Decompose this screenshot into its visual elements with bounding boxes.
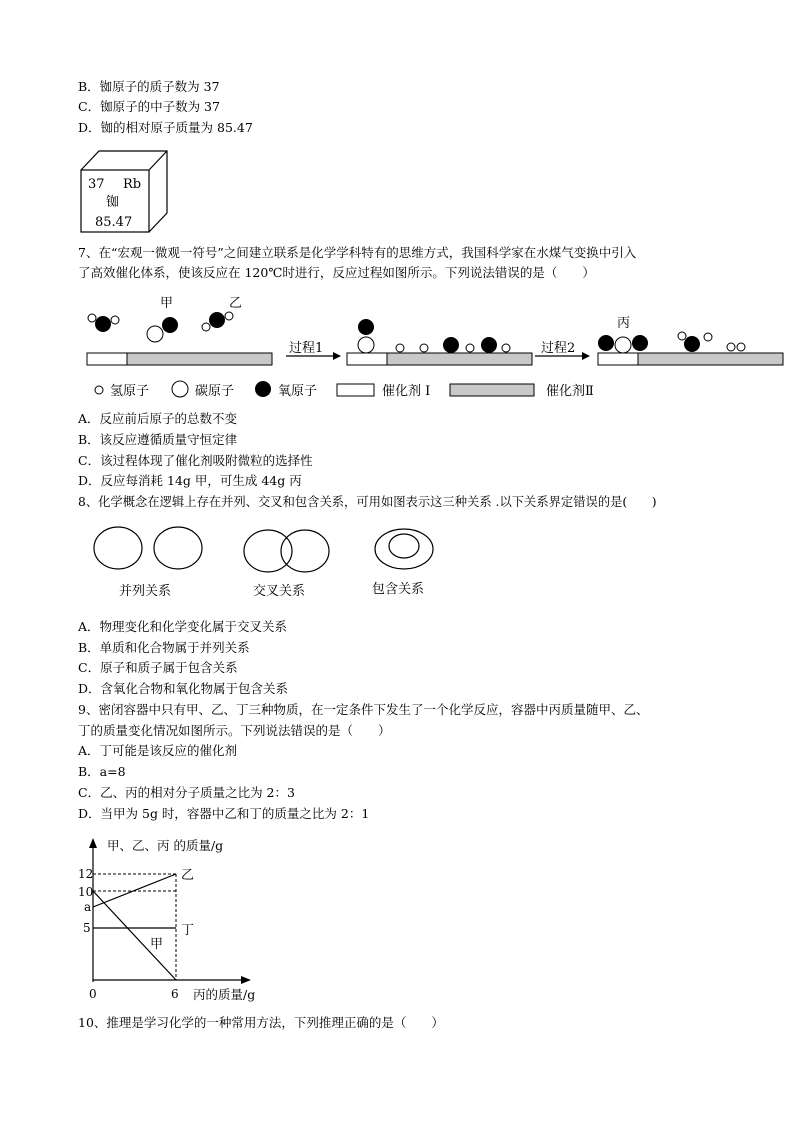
cube-symbol: Rb: [123, 177, 142, 192]
x-tick-6: 6: [171, 987, 179, 1001]
co-molecule: [147, 317, 178, 342]
process1-label: 过程1: [289, 341, 324, 356]
q9-mass-graph: [78, 838, 255, 1002]
q9-option-a: A．丁可能是该反应的催化剂: [78, 743, 238, 758]
q6-option-d: D．铷的相对原子质量为 85.47: [78, 120, 253, 135]
label-jia: 甲: [160, 296, 174, 311]
y-tick-10: 10: [78, 885, 94, 899]
q7-option-c: C．该过程体现了催化剂吸附微粒的选择性: [78, 453, 313, 468]
water-molecule-1: [88, 314, 119, 332]
label-line-yi: 乙: [181, 868, 195, 883]
q9-option-b: B．a=8: [78, 764, 126, 779]
q8-stem: 8、化学概念在逻辑上存在并列、交叉和包含关系，可用如图表示这三种关系 .以下关系界定错误的是( ): [78, 495, 657, 509]
cube-element-name: 铷: [106, 195, 120, 210]
q7-option-b: B．该反应遵循质量守恒定律: [78, 432, 238, 447]
label-line-jia: 甲: [150, 937, 164, 952]
water-molecule-2: [202, 312, 233, 331]
label-yi: 乙: [229, 296, 243, 311]
legend-catalyst-2: 催化剂Ⅱ: [546, 384, 594, 399]
cube-atomic-number: 37: [88, 177, 105, 192]
label-line-ding: 丁: [181, 923, 195, 938]
q6-option-c: C．铷原子的中子数为 37: [78, 99, 220, 114]
venn-label-contain: 包含关系: [372, 582, 425, 597]
q10-stem: 10、推理是学习化学的一种常用方法，下列推理正确的是（ ）: [78, 1015, 444, 1030]
q9-option-c: C．乙、丙的相对分子质量之比为 2：3: [78, 785, 295, 800]
x-axis-label: 丙的质量/g: [193, 987, 256, 1002]
q8-option-d: D．含氧化合物和氧化物属于包含关系: [78, 681, 289, 696]
q7-option-a: A．反应前后原子的总数不变: [78, 411, 238, 426]
q9-stem-line2: 丁的质量变化情况如图所示。下列说法错误的是（ ）: [78, 723, 391, 738]
q7-stem-line2: 了高效催化体系，使该反应在 120℃时进行，反应过程如图所示。下列说法错误的是（ ）: [78, 265, 595, 280]
q7-stem-line1: 7、在“宏观一微观一符号”之间建立联系是化学学科特有的思维方式，我国科学家在水煤气变换中引入: [78, 245, 637, 260]
y-tick-a: a: [84, 900, 92, 914]
cube-atomic-mass: 85.47: [95, 215, 133, 230]
q7-option-d: D．反应每消耗 14g 甲，可生成 44g 丙: [78, 473, 302, 488]
y-tick-5: 5: [83, 921, 91, 935]
process2-label: 过程2: [541, 341, 576, 356]
q8-option-b: B．单质和化合物属于并列关系: [78, 640, 250, 655]
label-bing: 丙: [617, 316, 631, 331]
q8-option-a: A．物理变化和化学变化属于交叉关系: [78, 619, 288, 634]
venn-diagrams: [94, 527, 433, 599]
q9-stem-line1: 9、密闭容器中只有甲、乙、丁三种物质，在一定条件下发生了一个化学反应，容器中丙质量随甲、乙、: [78, 702, 649, 717]
x-tick-0: 0: [89, 987, 97, 1001]
q9-option-d: D．当甲为 5g 时，容器中乙和丁的质量之比为 2：1: [78, 806, 370, 821]
q6-option-b: B．铷原子的质子数为 37: [78, 79, 220, 94]
y-axis-label: 甲、乙、丙 的质量/g: [107, 838, 224, 853]
legend-catalyst-1: 催化剂 I: [382, 384, 431, 399]
legend-oxygen: 氧原子: [278, 384, 318, 399]
venn-label-intersect: 交叉关系: [253, 584, 306, 599]
venn-label-parallel: 并列关系: [119, 584, 172, 599]
line-jia: [93, 891, 176, 980]
rb-element-cube: [81, 151, 167, 232]
legend-carbon: 碳原子: [195, 384, 235, 399]
q8-option-c: C．原子和质子属于包含关系: [78, 660, 238, 675]
reaction-diagram: [87, 296, 783, 399]
legend-hydrogen: 氢原子: [110, 384, 150, 399]
y-tick-12: 12: [78, 867, 94, 881]
